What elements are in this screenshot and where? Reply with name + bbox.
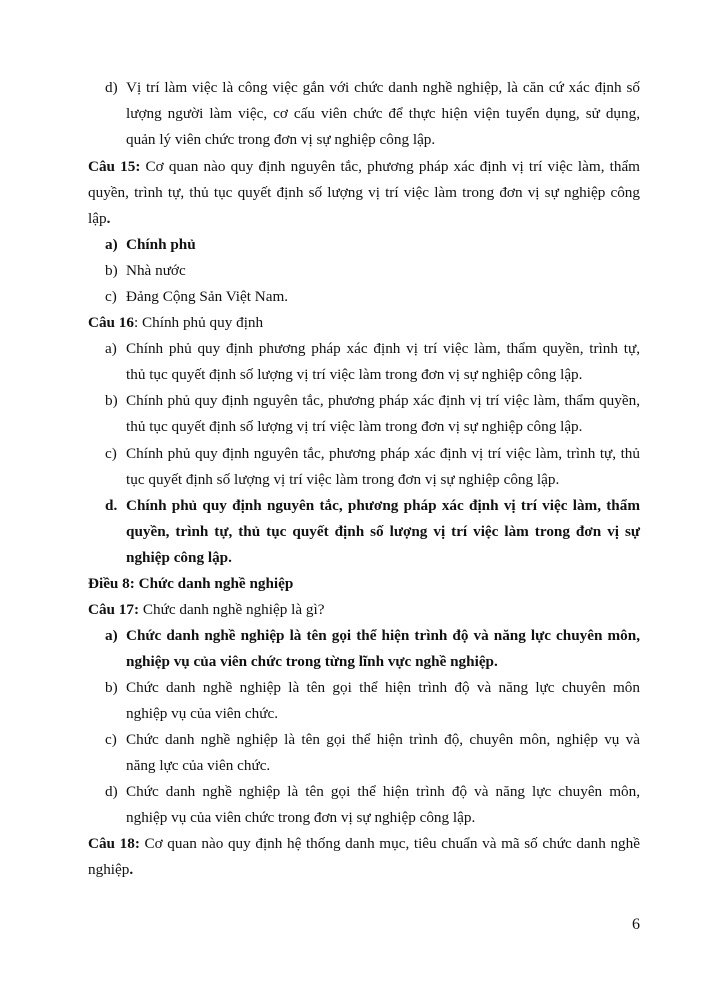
option-text-line: quản lý viên chức trong đơn vị sự nghiệp công lập.	[126, 131, 436, 148]
option-label: c)	[105, 288, 117, 305]
option-label: a)	[105, 627, 118, 644]
question-line	[88, 157, 640, 177]
option-text-line: nghiệp vụ của viên chức trong từng lĩnh vực nghề nghiệp.	[126, 653, 498, 670]
option-text-line: thủ tục quyết định số lượng vị trí việc làm trong đơn vị sự nghiệp công lập.	[126, 418, 583, 435]
question-number: Câu 16	[88, 314, 134, 331]
option-label: a)	[105, 340, 117, 357]
question-text: Cơ quan nào quy định hệ thống danh mục, tiêu chuẩn và mã số chức danh nghề	[139, 835, 640, 852]
question-text: : Chính phủ quy định	[134, 314, 264, 331]
page-number: 6	[632, 916, 640, 933]
option-text-line: Nhà nước	[126, 262, 186, 279]
question-end-period: .	[106, 210, 111, 227]
option-text-line: Chính phủ quy định nguyên tắc, phương pháp xác định vị trí việc làm, thẩm	[126, 497, 640, 514]
option-text-line: Chính phủ quy định nguyên tắc, phương pháp xác định vị trí việc làm, thẩm quyền,	[126, 392, 640, 409]
option-text-line: Chức danh nghề nghiệp là tên gọi thể hiện trình độ, chuyên môn, nghiệp vụ và	[126, 731, 640, 748]
question-text: Cơ quan nào quy định nguyên tắc, phương pháp xác định vị trí việc làm, thẩm	[140, 158, 640, 175]
option-label: a)	[105, 236, 118, 253]
option-label: c)	[105, 731, 117, 748]
option-text-line: Vị trí làm việc là công việc gắn với chức danh nghề nghiệp, là căn cứ xác định số	[126, 79, 640, 96]
question-line	[88, 834, 640, 854]
question-text: Chức danh nghề nghiệp là gì?	[139, 601, 325, 618]
option-label: b)	[105, 679, 118, 696]
question-line	[88, 600, 640, 620]
option-text-line: nghiệp vụ của viên chức.	[126, 705, 279, 722]
question-number: Câu 18:	[88, 835, 140, 852]
option-text-line: thủ tục quyết định số lượng vị trí việc làm trong đơn vị sự nghiệp công lập.	[126, 366, 583, 383]
option-text-line: Chính phủ quy định nguyên tắc, phương pháp xác định vị trí việc làm, trình tự, thủ	[126, 445, 640, 462]
option-text-line: Chức danh nghề nghiệp là tên gọi thể hiện trình độ và năng lực chuyên môn	[126, 679, 640, 696]
option-text-line: tục quyết định số lượng vị trí việc làm trong đơn vị sự nghiệp công lập.	[126, 471, 560, 488]
question-number: Câu 17:	[88, 601, 140, 618]
question-text-line: nghiệp.	[88, 861, 134, 878]
question-text-line: lập.	[88, 210, 111, 227]
option-text-line: Đảng Cộng Sản Việt Nam.	[126, 288, 289, 305]
option-text-line: Chức danh nghề nghiệp là tên gọi thể hiện trình độ và năng lực chuyên môn,	[126, 627, 640, 644]
option-text-line: quyền, trình tự, thủ tục quyết định số lượng vị trí việc làm trong đơn vị sự	[126, 523, 640, 540]
question-text-line: quyền, trình tự, thủ tục quyết định số lượng vị trí việc làm trong đơn vị sự nghiệp công	[88, 184, 640, 201]
option-text-line: Chính phủ	[126, 236, 196, 253]
option-label: c)	[105, 445, 117, 462]
option-label: b)	[105, 392, 118, 409]
option-label: d.	[105, 497, 118, 514]
question-line	[88, 313, 640, 333]
option-text-line: nghiệp công lập.	[126, 549, 232, 566]
option-text-line: năng lực của viên chức.	[126, 757, 271, 774]
option-label: b)	[105, 262, 118, 279]
option-text-line: Chính phủ quy định phương pháp xác định vị trí việc làm, thẩm quyền, trình tự,	[126, 340, 640, 357]
option-text-line: lượng người làm việc, cơ cấu viên chức để thực hiện viện tuyển dụng, sử dụng,	[126, 105, 640, 122]
question-end-period: .	[129, 861, 134, 878]
option-text-line: nghiệp vụ của viên chức trong đơn vị sự nghiệp công lập.	[126, 809, 476, 826]
option-text-line: Chức danh nghề nghiệp là tên gọi thể hiện trình độ và năng lực chuyên môn,	[126, 783, 640, 800]
section-heading: Điều 8: Chức danh nghề nghiệp	[88, 575, 294, 592]
question-number: Câu 15:	[88, 158, 141, 175]
option-label: d)	[105, 79, 118, 96]
option-label: d)	[105, 783, 118, 800]
